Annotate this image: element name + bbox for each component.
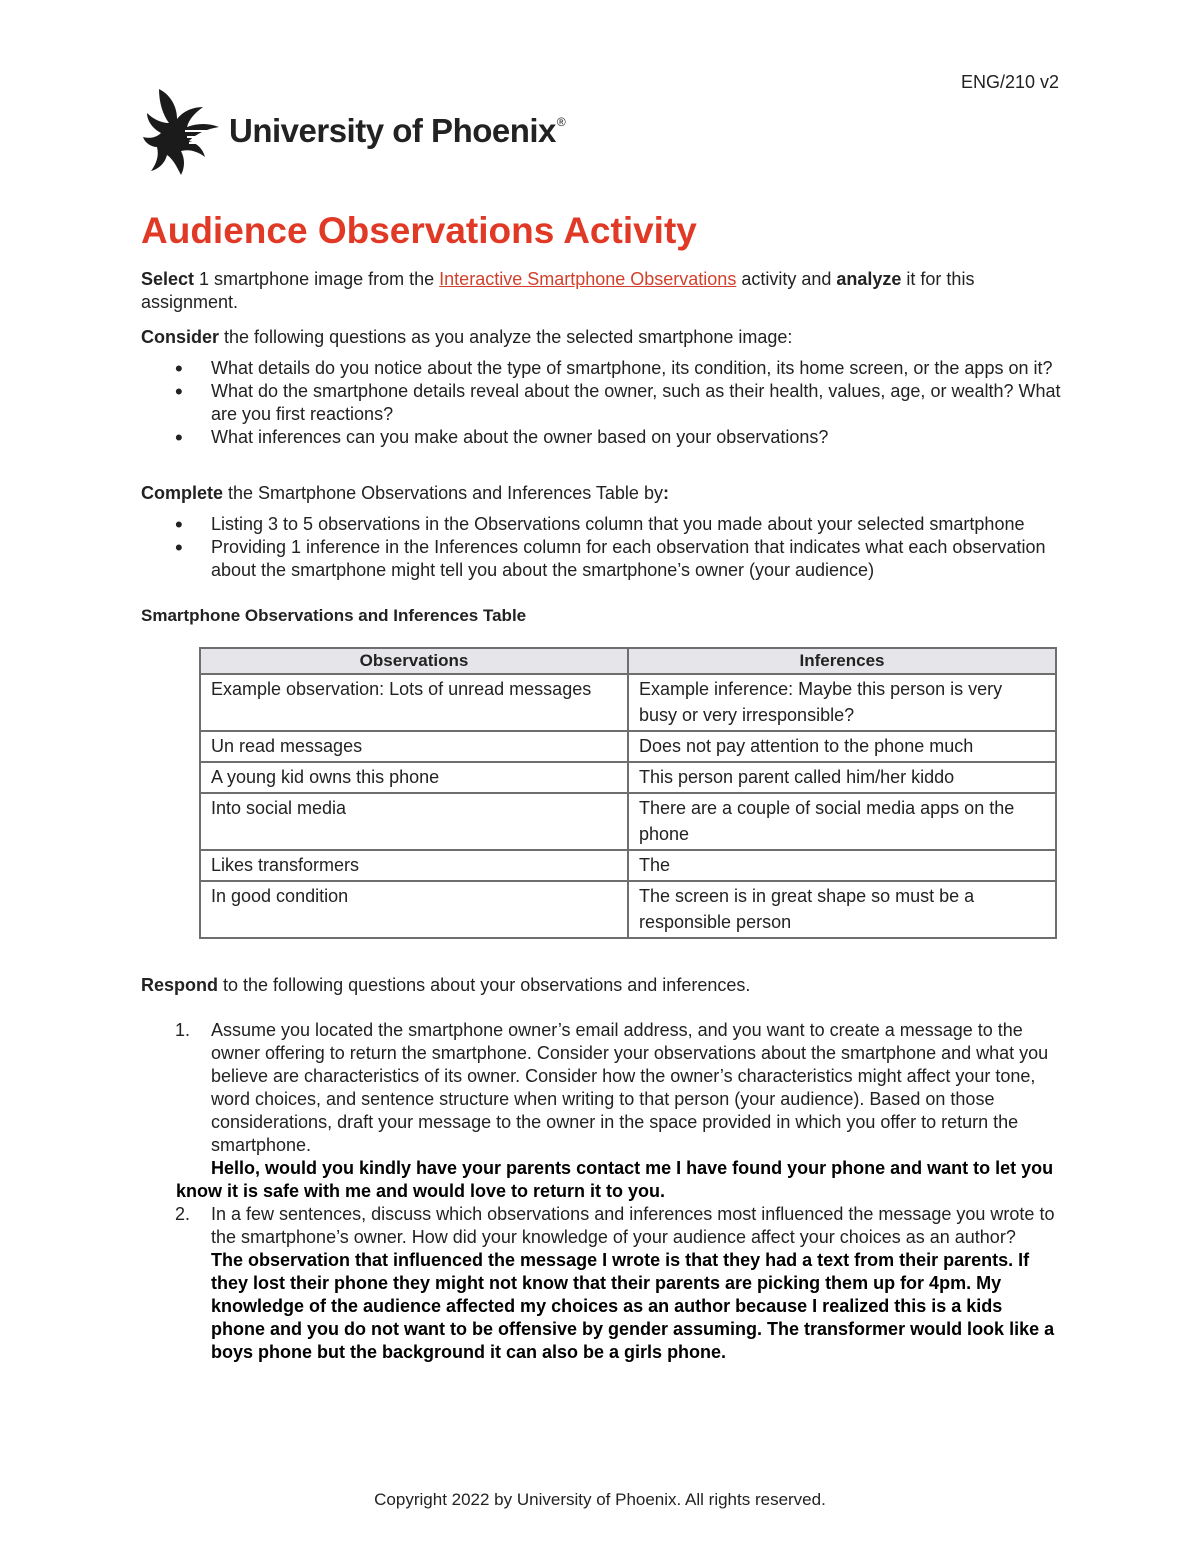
table-row [200,731,1056,762]
observation-cell: In good condition [200,881,628,938]
interactive-smartphone-link[interactable]: Interactive Smartphone Observations [439,269,737,289]
observation-cell: A young kid owns this phone [200,762,628,793]
observations-table [199,647,1057,939]
question-item [141,1019,1061,1157]
observation-cell: Likes transformers [200,850,628,881]
document-body [141,268,1061,1364]
table-row [200,674,1056,731]
table-row [200,850,1056,881]
university-logo [141,85,565,177]
question-item [141,1203,1061,1364]
list-item: • Listing 3 to 5 observations in the Observations column that you made about your selected smartphone [141,513,1061,536]
question-text: Assume you located the smartphone owner’s email address, and you want to create a message to the owner offering to return the smartphone. Consider your observations about the smartphone and what you believe are characteristics of its owner. Consider how the owner’s characteristics might affect your tone, word choices, and sentence structure when writing to that person (your audience). Based on those considerations, draft your message to the owner in the space provided in which you offer to return the smartphone. [211,1020,1049,1155]
list-item: • What details do you notice about the type of smartphone, its condition, its home screen, or the apps on it? [141,357,1061,380]
observation-cell: Un read messages [200,731,628,762]
inference-cell: This person parent called him/her kiddo [628,762,1056,793]
question-number: 1. [175,1020,191,1040]
intro-paragraph: Select 1 smartphone image from the Interactive Smartphone Observations activity and analyze it for this assignment. [141,269,975,312]
list-item: • What do the smartphone details reveal about the owner, such as their health, values, age, or wealth? What are you first reactions? [141,380,1061,426]
respond-questions [141,1019,1061,1364]
table-row [200,881,1056,938]
page-title: Audience Observations Activity [141,210,697,251]
table-title: Smartphone Observations and Inferences Table [141,606,527,625]
observation-cell: Into social media [200,793,628,850]
table-row [200,793,1056,850]
consider-bullets [141,357,1061,449]
consider-paragraph: Consider the following questions as you analyze the selected smartphone image: [141,327,793,347]
table-header-row [200,648,1056,674]
list-item: • Providing 1 inference in the Inferences column for each observation that indicates what each observation about the smartphone might tell you about the smartphone’s owner (your audience) [141,536,1061,582]
header-inferences: Inferences [628,648,1056,674]
answer-text: The observation that influenced the message I wrote is that they had a text from their parents. If they lost their phone they might not know that their parents are picking them up for 4pm. My knowledge of the audience affected my choices as an author because I realized this is a kids phone and you do not want to be offensive by gender assuming. The transformer would look like a boys phone but the background it can also be a girls phone. [211,1250,1055,1362]
inference-cell: There are a couple of social media apps on the phone [628,793,1056,850]
course-code: ENG/210 v2 [960,72,1059,92]
inference-cell: The screen is in great shape so must be a responsible person [628,881,1056,938]
phoenix-icon [141,85,221,177]
inference-cell: Example inference: Maybe this person is very busy or very irresponsible? [628,674,1056,731]
logo-text: University of Phoenix® [229,112,566,149]
question-text: In a few sentences, discuss which observations and inferences most influenced the message you wrote to the smartphone’s owner. How did your knowledge of your audience affect your choices as an author? [211,1204,1055,1247]
answer-text: Hello, would you kindly have your parents contact me I have found your phone and want to let you know it is safe with me and would love to return it to you. [176,1158,1054,1201]
inference-cell: The [628,850,1056,881]
list-item: • What inferences can you make about the owner based on your observations? [141,426,1061,449]
observation-cell: Example observation: Lots of unread messages [200,674,628,731]
table-row [200,762,1056,793]
question-number: 2. [175,1204,191,1224]
copyright-footer: Copyright 2022 by University of Phoenix. All rights reserved. [374,1490,826,1509]
header-observations: Observations [200,648,628,674]
respond-paragraph: Respond to the following questions about your observations and inferences. [141,975,751,995]
complete-bullets [141,513,1061,582]
inference-cell: Does not pay attention to the phone much [628,731,1056,762]
complete-paragraph: Complete the Smartphone Observations and Inferences Table by: [141,483,669,503]
answer-item [141,1157,1061,1203]
